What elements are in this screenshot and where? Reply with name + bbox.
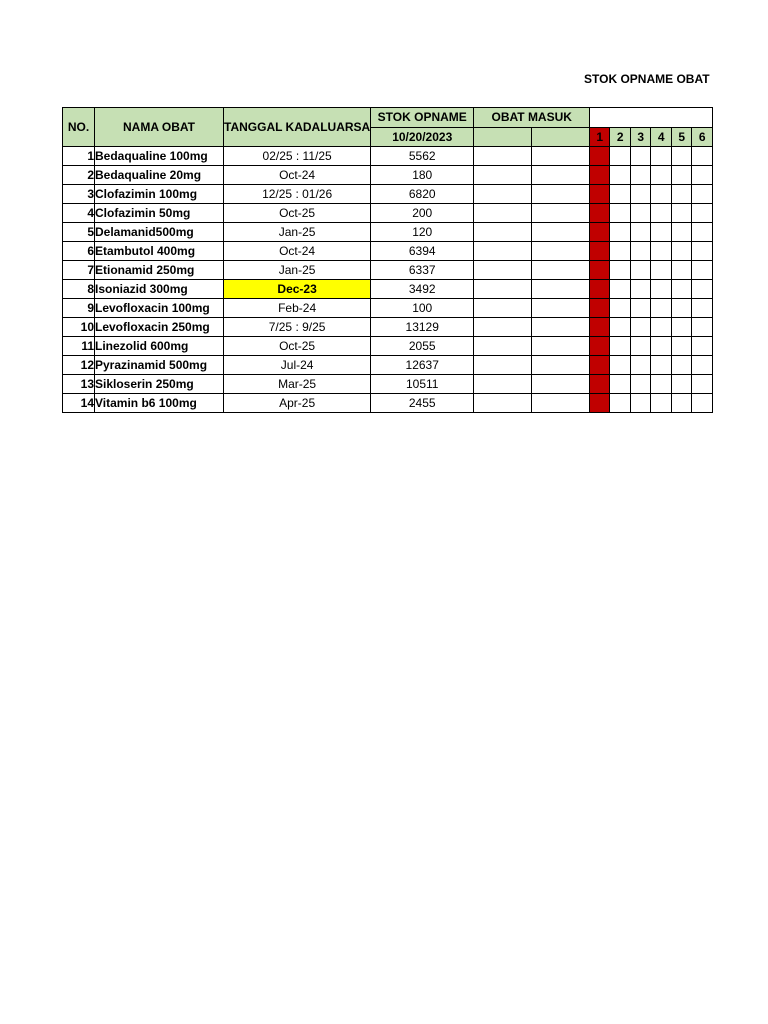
cell-no[interactable]: 4	[63, 204, 95, 223]
cell-day-2[interactable]	[610, 242, 631, 261]
day-header-5[interactable]: 5	[672, 128, 692, 147]
cell-nama-obat[interactable]: Linezolid 600mg	[95, 337, 224, 356]
cell-obat-masuk-2[interactable]	[532, 185, 590, 204]
col-header-obat-masuk[interactable]: OBAT MASUK	[474, 108, 590, 128]
cell-tanggal-kadaluarsa[interactable]: 12/25 : 01/26	[224, 185, 371, 204]
cell-day-3[interactable]	[631, 318, 651, 337]
cell-day-6[interactable]	[692, 261, 713, 280]
cell-no[interactable]: 14	[63, 394, 95, 413]
cell-obat-masuk-1[interactable]	[474, 280, 532, 299]
cell-day-6[interactable]	[692, 223, 713, 242]
cell-day-4[interactable]	[651, 299, 672, 318]
cell-day-2[interactable]	[610, 299, 631, 318]
cell-day-6[interactable]	[692, 375, 713, 394]
cell-stok-opname[interactable]: 3492	[371, 280, 474, 299]
cell-day-3[interactable]	[631, 261, 651, 280]
cell-day-1[interactable]	[590, 166, 610, 185]
cell-day-1[interactable]	[590, 375, 610, 394]
cell-day-3[interactable]	[631, 356, 651, 375]
table-row	[63, 147, 713, 166]
cell-day-2[interactable]	[610, 166, 631, 185]
cell-stok-opname[interactable]: 200	[371, 204, 474, 223]
cell-tanggal-kadaluarsa[interactable]: Mar-25	[224, 375, 371, 394]
day-header-3[interactable]: 3	[631, 128, 651, 147]
cell-day-4[interactable]	[651, 261, 672, 280]
col-header-nama-obat[interactable]: NAMA OBAT	[95, 108, 224, 147]
col-header-days-blank[interactable]	[590, 108, 713, 128]
cell-day-5[interactable]	[672, 394, 692, 413]
cell-day-6[interactable]	[692, 318, 713, 337]
cell-day-1[interactable]	[590, 318, 610, 337]
cell-no[interactable]: 3	[63, 185, 95, 204]
cell-obat-masuk-2[interactable]	[532, 261, 590, 280]
cell-nama-obat[interactable]: Sikloserin 250mg	[95, 375, 224, 394]
cell-tanggal-kadaluarsa[interactable]: Dec-23	[224, 280, 371, 299]
cell-day-2[interactable]	[610, 185, 631, 204]
cell-day-6[interactable]	[692, 147, 713, 166]
cell-nama-obat[interactable]: Bedaqualine 100mg	[95, 147, 224, 166]
cell-no[interactable]: 12	[63, 356, 95, 375]
col-header-no[interactable]: NO.	[63, 108, 95, 147]
day-header-2[interactable]: 2	[610, 128, 631, 147]
cell-day-2[interactable]	[610, 204, 631, 223]
cell-obat-masuk-1[interactable]	[474, 337, 532, 356]
cell-day-5[interactable]	[672, 204, 692, 223]
cell-day-4[interactable]	[651, 356, 672, 375]
cell-obat-masuk-2[interactable]	[532, 204, 590, 223]
cell-tanggal-kadaluarsa[interactable]: Oct-25	[224, 204, 371, 223]
cell-day-5[interactable]	[672, 280, 692, 299]
cell-obat-masuk-2[interactable]	[532, 280, 590, 299]
cell-day-1[interactable]	[590, 337, 610, 356]
table-row	[63, 375, 713, 394]
table-row	[63, 356, 713, 375]
cell-day-4[interactable]	[651, 394, 672, 413]
cell-day-6[interactable]	[692, 299, 713, 318]
cell-nama-obat[interactable]: Levofloxacin 250mg	[95, 318, 224, 337]
cell-nama-obat[interactable]: Clofazimin 50mg	[95, 204, 224, 223]
cell-stok-opname[interactable]: 100	[371, 299, 474, 318]
cell-day-1[interactable]	[590, 147, 610, 166]
cell-day-3[interactable]	[631, 185, 651, 204]
table-row	[63, 261, 713, 280]
cell-day-4[interactable]	[651, 147, 672, 166]
cell-tanggal-kadaluarsa[interactable]: Feb-24	[224, 299, 371, 318]
cell-stok-opname[interactable]: 12637	[371, 356, 474, 375]
cell-obat-masuk-1[interactable]	[474, 299, 532, 318]
cell-stok-opname[interactable]: 180	[371, 166, 474, 185]
cell-day-2[interactable]	[610, 280, 631, 299]
table-row	[63, 280, 713, 299]
cell-obat-masuk-1[interactable]	[474, 147, 532, 166]
cell-day-4[interactable]	[651, 280, 672, 299]
cell-no[interactable]: 11	[63, 337, 95, 356]
cell-no[interactable]: 9	[63, 299, 95, 318]
stok-opname-date[interactable]: 10/20/2023	[371, 128, 474, 147]
cell-obat-masuk-2[interactable]	[532, 242, 590, 261]
cell-day-5[interactable]	[672, 261, 692, 280]
cell-day-3[interactable]	[631, 166, 651, 185]
cell-day-2[interactable]	[610, 337, 631, 356]
sheet-title-text: STOK OPNAME OBAT	[584, 72, 710, 86]
cell-nama-obat[interactable]: Isoniazid 300mg	[95, 280, 224, 299]
cell-obat-masuk-1[interactable]	[474, 223, 532, 242]
cell-day-1[interactable]	[590, 394, 610, 413]
cell-day-4[interactable]	[651, 166, 672, 185]
cell-stok-opname[interactable]: 10511	[371, 375, 474, 394]
cell-day-6[interactable]	[692, 242, 713, 261]
cell-day-6[interactable]	[692, 204, 713, 223]
cell-day-2[interactable]	[610, 394, 631, 413]
cell-obat-masuk-2[interactable]	[532, 337, 590, 356]
cell-day-5[interactable]	[672, 166, 692, 185]
cell-day-1[interactable]	[590, 223, 610, 242]
cell-obat-masuk-1[interactable]	[474, 394, 532, 413]
cell-day-1[interactable]	[590, 299, 610, 318]
cell-day-6[interactable]	[692, 185, 713, 204]
cell-no[interactable]: 1	[63, 147, 95, 166]
cell-day-3[interactable]	[631, 242, 651, 261]
col-header-tanggal-kadaluarsa[interactable]: TANGGAL KADALUARSA	[224, 108, 371, 147]
cell-stok-opname[interactable]: 5562	[371, 147, 474, 166]
cell-obat-masuk-2[interactable]	[532, 375, 590, 394]
cell-obat-masuk-2[interactable]	[532, 318, 590, 337]
cell-day-2[interactable]	[610, 318, 631, 337]
cell-obat-masuk-1[interactable]	[474, 375, 532, 394]
cell-no[interactable]: 8	[63, 280, 95, 299]
cell-obat-masuk-2[interactable]	[532, 147, 590, 166]
table-row	[63, 166, 713, 185]
table-row	[63, 204, 713, 223]
cell-day-2[interactable]	[610, 223, 631, 242]
cell-no[interactable]: 10	[63, 318, 95, 337]
cell-tanggal-kadaluarsa[interactable]: 7/25 : 9/25	[224, 318, 371, 337]
cell-nama-obat[interactable]: Pyrazinamid 500mg	[95, 356, 224, 375]
cell-day-1[interactable]	[590, 185, 610, 204]
cell-day-5[interactable]	[672, 318, 692, 337]
cell-day-3[interactable]	[631, 223, 651, 242]
cell-tanggal-kadaluarsa[interactable]: Jan-25	[224, 261, 371, 280]
cell-nama-obat[interactable]: Bedaqualine 20mg	[95, 166, 224, 185]
cell-obat-masuk-2[interactable]	[532, 223, 590, 242]
cell-nama-obat[interactable]: Clofazimin 100mg	[95, 185, 224, 204]
table-row	[63, 318, 713, 337]
cell-day-6[interactable]	[692, 166, 713, 185]
cell-day-6[interactable]	[692, 356, 713, 375]
cell-no[interactable]: 6	[63, 242, 95, 261]
table-row	[63, 223, 713, 242]
cell-nama-obat[interactable]: Levofloxacin 100mg	[95, 299, 224, 318]
cell-tanggal-kadaluarsa[interactable]: Apr-25	[224, 394, 371, 413]
cell-day-4[interactable]	[651, 223, 672, 242]
cell-obat-masuk-1[interactable]	[474, 261, 532, 280]
cell-day-5[interactable]	[672, 147, 692, 166]
cell-day-6[interactable]	[692, 394, 713, 413]
cell-day-5[interactable]	[672, 375, 692, 394]
cell-day-4[interactable]	[651, 204, 672, 223]
obat-masuk-sub-2[interactable]	[532, 128, 590, 147]
cell-day-2[interactable]	[610, 147, 631, 166]
cell-no[interactable]: 13	[63, 375, 95, 394]
cell-obat-masuk-1[interactable]	[474, 242, 532, 261]
day-header-1[interactable]: 1	[590, 128, 610, 147]
cell-day-5[interactable]	[672, 185, 692, 204]
cell-day-3[interactable]	[631, 394, 651, 413]
cell-tanggal-kadaluarsa[interactable]: Oct-24	[224, 166, 371, 185]
cell-day-5[interactable]	[672, 356, 692, 375]
cell-stok-opname[interactable]: 2055	[371, 337, 474, 356]
cell-tanggal-kadaluarsa[interactable]: Oct-24	[224, 242, 371, 261]
table-row	[63, 394, 713, 413]
day-header-6[interactable]: 6	[692, 128, 713, 147]
cell-day-6[interactable]	[692, 337, 713, 356]
cell-stok-opname[interactable]: 13129	[371, 318, 474, 337]
cell-obat-masuk-1[interactable]	[474, 356, 532, 375]
cell-obat-masuk-1[interactable]	[474, 204, 532, 223]
cell-day-3[interactable]	[631, 147, 651, 166]
cell-tanggal-kadaluarsa[interactable]: Jan-25	[224, 223, 371, 242]
day-header-4[interactable]: 4	[651, 128, 672, 147]
cell-day-4[interactable]	[651, 375, 672, 394]
cell-day-5[interactable]	[672, 242, 692, 261]
cell-day-1[interactable]	[590, 356, 610, 375]
cell-obat-masuk-1[interactable]	[474, 318, 532, 337]
cell-day-3[interactable]	[631, 280, 651, 299]
cell-day-4[interactable]	[651, 242, 672, 261]
cell-day-4[interactable]	[651, 337, 672, 356]
col-header-stok-opname[interactable]: STOK OPNAME	[371, 108, 474, 128]
cell-nama-obat[interactable]: Delamanid500mg	[95, 223, 224, 242]
cell-day-3[interactable]	[631, 299, 651, 318]
cell-stok-opname[interactable]: 6820	[371, 185, 474, 204]
table-row	[63, 337, 713, 356]
cell-day-2[interactable]	[610, 356, 631, 375]
cell-obat-masuk-2[interactable]	[532, 299, 590, 318]
cell-stok-opname[interactable]: 2455	[371, 394, 474, 413]
cell-day-5[interactable]	[672, 299, 692, 318]
cell-day-1[interactable]	[590, 261, 610, 280]
cell-tanggal-kadaluarsa[interactable]: Jul-24	[224, 356, 371, 375]
stock-table	[62, 107, 713, 413]
cell-tanggal-kadaluarsa[interactable]: 02/25 : 11/25	[224, 147, 371, 166]
cell-day-2[interactable]	[610, 261, 631, 280]
table-row	[63, 242, 713, 261]
cell-day-4[interactable]	[651, 185, 672, 204]
cell-day-3[interactable]	[631, 337, 651, 356]
cell-no[interactable]: 5	[63, 223, 95, 242]
cell-day-6[interactable]	[692, 280, 713, 299]
cell-day-3[interactable]	[631, 204, 651, 223]
cell-day-1[interactable]	[590, 204, 610, 223]
cell-day-5[interactable]	[672, 337, 692, 356]
cell-nama-obat[interactable]: Vitamin b6 100mg	[95, 394, 224, 413]
obat-masuk-sub-1[interactable]	[474, 128, 532, 147]
cell-day-4[interactable]	[651, 318, 672, 337]
cell-tanggal-kadaluarsa[interactable]: Oct-25	[224, 337, 371, 356]
cell-obat-masuk-2[interactable]	[532, 394, 590, 413]
cell-no[interactable]: 7	[63, 261, 95, 280]
cell-obat-masuk-2[interactable]	[532, 356, 590, 375]
sheet-title	[570, 70, 710, 90]
table-row	[63, 299, 713, 318]
cell-nama-obat[interactable]: Etambutol 400mg	[95, 242, 224, 261]
cell-obat-masuk-1[interactable]	[474, 185, 532, 204]
cell-day-2[interactable]	[610, 375, 631, 394]
cell-obat-masuk-2[interactable]	[532, 166, 590, 185]
cell-stok-opname[interactable]: 6337	[371, 261, 474, 280]
table-row	[63, 185, 713, 204]
cell-stok-opname[interactable]: 6394	[371, 242, 474, 261]
cell-stok-opname[interactable]: 120	[371, 223, 474, 242]
cell-day-5[interactable]	[672, 223, 692, 242]
cell-day-1[interactable]	[590, 242, 610, 261]
cell-obat-masuk-1[interactable]	[474, 166, 532, 185]
cell-nama-obat[interactable]: Etionamid 250mg	[95, 261, 224, 280]
cell-no[interactable]: 2	[63, 166, 95, 185]
cell-day-1[interactable]	[590, 280, 610, 299]
cell-day-3[interactable]	[631, 375, 651, 394]
